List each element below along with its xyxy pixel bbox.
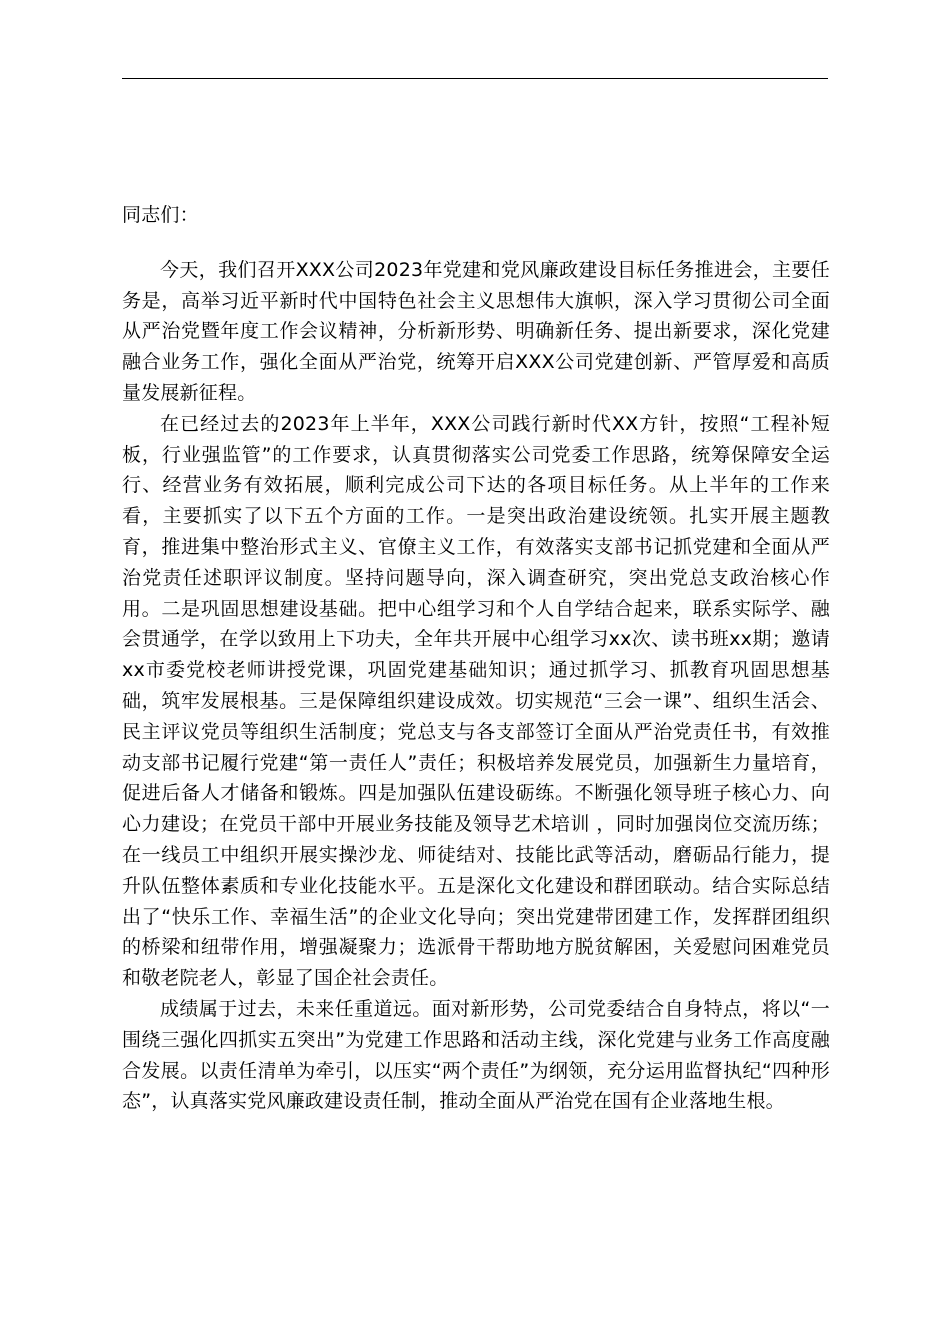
paragraph-opening: 今天，我们召开XXX公司2023年党建和党风廉政建设目标任务推进会，主要任务是，高举习近平新时代中国特色社会主义思想伟大旗帜，深入学习贯彻公司全面从严治党暨年度工作会议精神，分析新形势、明确新任务、提出新要求，深化党建融合业务工作，强化全面从严治党，统筹开启XXX公司党建创新、严管厚爱和高质量发展新征程。: [122, 258, 830, 404]
salutation: 同志们：: [122, 204, 199, 226]
header-rule: [122, 78, 828, 79]
document-body: [122, 200, 830, 1117]
paragraph-outlook: 成绩属于过去，未来任重道远。面对新形势，公司党委结合自身特点，将以“一围绕三强化四抓实五突出”为党建工作思路和活动主线，深化党建与业务工作高度融合发展。以责任清单为牵引，以压实“两个责任”为纲领，充分运用监督执纪“四种形态”，认真落实党风廉政建设责任制，推动全面从严治党在国有企业落地生根。: [122, 997, 830, 1113]
paragraph-achievements: 在已经过去的2023年上半年，XXX公司践行新时代XX方针，按照“工程补短板，行业强监管”的工作要求，认真贯彻落实公司党委工作思路，统筹保障安全运行、经营业务有效拓展，顺利完成公司下达的各项目标任务。从上半年的工作来看，主要抓实了以下五个方面的工作。一是突出政治建设统领。扎实开展主题教育，推进集中整治形式主义、官僚主义工作，有效落实支部书记抓党建和全面从严治党责任述职评议制度。坚持问题导向，深入调查研究，突出党总支政治核心作用。二是巩固思想建设基础。把中心组学习和个人自学结合起来，联系实际学、融会贯通学，在学以致用上下功夫，全年共开展中心组学习xx次、读书班xx期；邀请xx市委党校老师讲授党课，巩固党建基础知识；通过抓学习、抓教育巩固思想基础，筑牢发展根基。三是保障组织建设成效。切实规范“三会一课”、组织生活会、民主评议党员等组织生活制度；党总支与各支部签订全面从严治党责任书，有效推动支部书记履行党建“第一责任人”责任；积极培养发展党员，加强新生力量培育，促进后备人才储备和锻炼。四是加强队伍建设砺练。不断强化领导班子核心力、向心力建设；在党员干部中开展业务技能及领导艺术培训 ，同时加强岗位交流历练；在一线员工中组织开展实操沙龙、师徒结对、技能比武等活动，磨砺品行能力，提升队伍整体素质和专业化技能水平。五是深化文化建设和群团联动。结合实际总结出了“快乐工作、幸福生活”的企业文化导向；突出党建带团建工作，发挥群团组织的桥梁和纽带作用，增强凝聚力；选派骨干帮助地方脱贫解困，关爱慰问困难党员和敬老院老人，彰显了国企社会责任。: [122, 412, 830, 990]
